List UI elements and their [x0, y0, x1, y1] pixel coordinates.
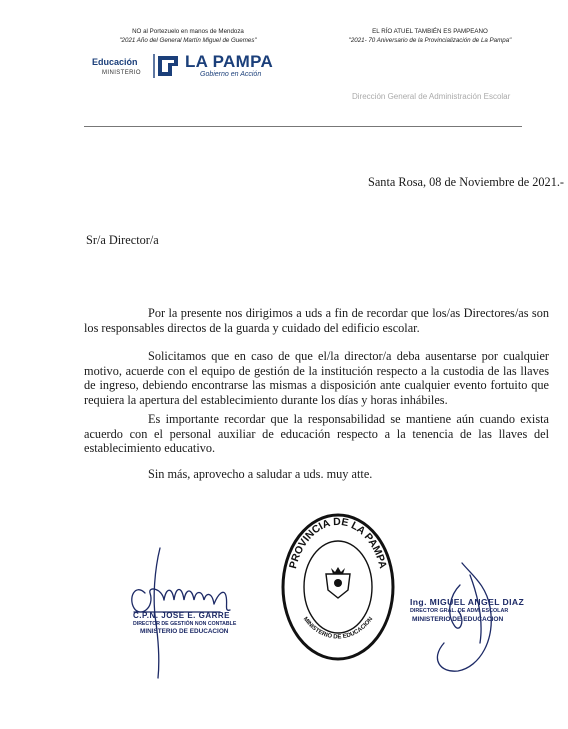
signature-right-name: Ing. MIGUEL ANGEL DIAZ: [410, 597, 525, 607]
svg-text:MINISTERIO DE EDUCACION: MINISTERIO DE EDUCACION: [301, 616, 375, 641]
header-slogan-right-1: EL RÍO ATUEL TAMBIÉN ES PAMPEANO: [372, 28, 488, 35]
brand-subtitle: Gobierno en Acción: [200, 71, 262, 78]
ministry-sublabel: MINISTERIO: [102, 70, 142, 76]
signature-left-title: DIRECTOR DE GESTIÓN NON CONTABLE: [133, 621, 237, 627]
signature-left-org: MINISTERIO DE EDUCACION: [140, 628, 229, 635]
letter-date: Santa Rosa, 08 de Noviembre de 2021.-: [368, 175, 565, 189]
header-slogan-right-2: "2021- 70 Aniversario de la Provincialización de La Pampa": [348, 37, 512, 44]
paragraph-1: [84, 306, 549, 335]
paragraph-1-text: Por la presente nos dirigimos a uds a fin de recordar que los/as Directores/as son los responsables directos de la guarda y cuidado del edificio escolar.: [84, 306, 549, 335]
paragraph-2: [84, 349, 549, 407]
signature-right-org: MINISTERIO DE EDUCACION: [412, 616, 504, 623]
svg-text:PROVINCIA DE LA PAMPA: PROVINCIA DE LA PAMPA: [287, 515, 389, 570]
header-slogan-left-1: NO al Portezuelo en manos de Mendoza: [132, 28, 244, 35]
brand-title: LA PAMPA: [185, 52, 274, 71]
direccion-label: Dirección General de Administración Escolar: [352, 92, 511, 101]
paragraph-3-text: Es importante recordar que la responsabilidad se mantiene aún cuando exista acuerdo con el personal auxiliar de educación respecto a la tenencia de las llaves del establecimiento educativo.: [84, 412, 549, 455]
closing-line: Sin más, aprovecho a saludar a uds. muy atte.: [148, 467, 373, 481]
paragraph-3: [84, 412, 549, 456]
paragraph-2-text: Solicitamos que en caso de que el/la director/a deba ausentarse por cualquier motivo, acuerde con el equipo de gestión de la institución respecto a la custodia de las llaves de ingreso, debiendo encontrarse las mismas a disposición ante cualquier evento fortuito que requiera la apertura del establecimiento durante los días y horas inhábiles.: [84, 349, 549, 407]
header-slogan-left-2: "2021 Año del General Martín Miguel de Guemes": [119, 37, 257, 44]
signature-left-name: C.P.N. JOSE E. GARRE: [133, 611, 230, 620]
official-seal-icon: [280, 512, 396, 662]
la-pampa-logo-icon: [152, 52, 182, 80]
ministry-label: Educación: [92, 57, 138, 67]
letter-greeting: Sr/a Director/a: [86, 233, 159, 247]
signature-right-title: DIRECTOR GRAL. DE ADM. ESCOLAR: [410, 608, 509, 614]
header-divider: [84, 126, 522, 127]
